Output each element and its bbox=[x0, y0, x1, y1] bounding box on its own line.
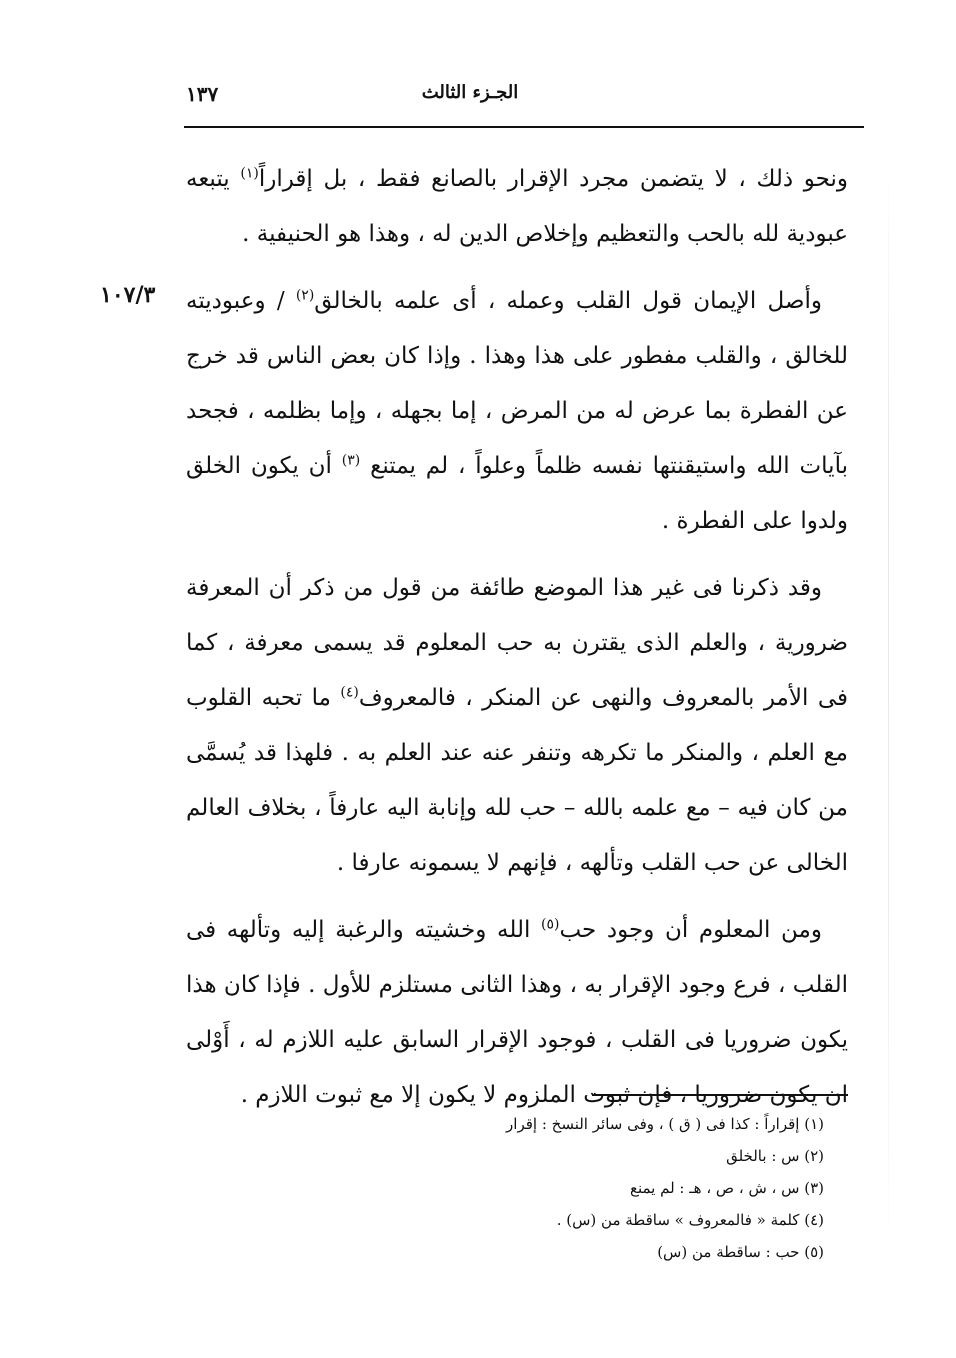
paragraph-1: ونحو ذلك ، لا يتضمن مجرد الإقرار بالصانع فقط ، بل إقراراً$^{(١)}$ يتبعه عبودية لله بالحب والتعظيم وإخلاص الدين له ، وهذا هو الحنيفية . bbox=[186, 165, 848, 247]
footnote-ref-4: (٤) bbox=[340, 684, 359, 701]
page-number: ١٣٧ bbox=[186, 82, 219, 106]
footnote-1: (١) إقراراً : كذا فى ( ق ) ، وفى سائر النسخ : إقرار bbox=[506, 1115, 824, 1133]
page-crease bbox=[888, 160, 889, 1260]
main-text bbox=[186, 152, 848, 1123]
paragraph-3: وقد ذكرنا فى غير هذا الموضع طائفة من قول من ذكر أن المعرفة ضرورية ، والعلم الذى يقترن به حب المعلوم قد يسمى معرفة ، كما فى الأمر بالمعروف والنهى عن المنكر ، فالمعروف$^{(٤)}$ ما تحبه القلوب مع العلم ، والمنكر ما تكرهه وتنفر عنه عند العلم به . فلهذا قد يُسمَّى من كان فيه – مع علمه بالله – حب لله وإنابة اليه عارفاً ، بخلاف العالم الخالى عن حب القلب وتألهه ، فإنهم لا يسمونه عارفا . bbox=[186, 575, 848, 876]
paragraph-4: ومن المعلوم أن وجود حب$^{(٥)}$ الله وخشيته والرغبة إليه وتألهه فى القلب ، فرع وجود الإقرار به ، وهذا الثانى مستلزم للأول . فإذا كان هذا يكون ضروريا فى القلب ، فوجود الإقرار السابق عليه اللازم له ، أَوْلى ان يكون ضروريا ، فإن ثبوت الملزوم لا يكون إلا مع ثبوت اللازم . bbox=[186, 916, 848, 1108]
footnote-4: (٤) كلمة « فالمعروف » ساقطة من (س) . bbox=[556, 1211, 824, 1229]
footnote-2: (٢) س : بالخلق bbox=[726, 1147, 824, 1165]
footnote-5: (٥) حب : ساقطة من (س) bbox=[657, 1243, 824, 1261]
footnote-ref-2: (٢) bbox=[295, 287, 315, 304]
footnotes bbox=[394, 1108, 824, 1268]
header-rule bbox=[184, 126, 864, 128]
running-header-title: الجـزء الثالث bbox=[421, 82, 519, 103]
margin-reference: ١٠٧/٣ bbox=[100, 282, 156, 308]
paragraph-2: وأصل الإيمان قول القلب وعمله ، أى علمه بالخالق$^{(٢)}$ / وعبوديته للخالق ، والقلب مفطور على هذا وهذا . وإذا كان بعض الناس قد خرج عن الفطرة بما عرض له من المرض ، إما بجهله ، وإما بظلمه ، فجحد بآيات الله واستيقنتها نفسه ظلماً وعلواً ، لم يمتنع $^{(٣)}$ أن يكون الخلق ولدوا على الفطرة . bbox=[186, 287, 848, 534]
footnote-ref-1: (١) bbox=[240, 165, 259, 182]
footnote-3: (٣) س ، ش ، ص ، هـ : لم يمنع bbox=[629, 1179, 824, 1197]
footnote-rule bbox=[592, 1094, 848, 1096]
footnote-ref-3: (٣) bbox=[341, 452, 361, 469]
footnote-ref-5: (٥) bbox=[540, 916, 560, 933]
